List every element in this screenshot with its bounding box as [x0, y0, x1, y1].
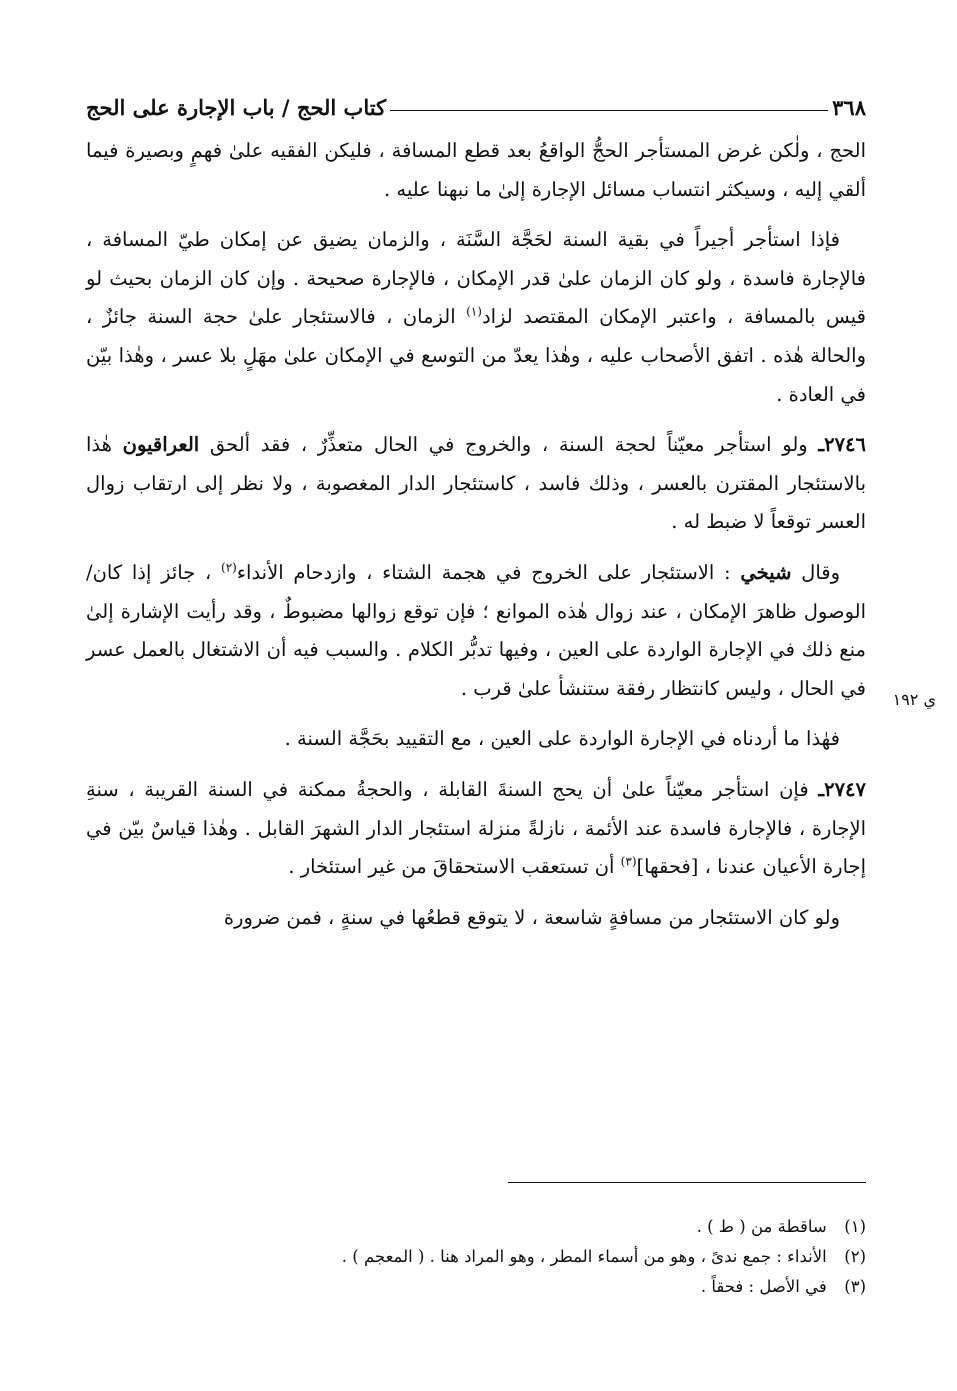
issue-number: ٢٧٤٧ـ	[818, 777, 866, 801]
footnote-text: في الأصل : فحقاً .	[700, 1277, 827, 1296]
paragraph-text: الحج ، ولٰكن غرض المستأجر الحجُّ الواقعُ بعد قطع المسافة ، فليكن الفقيه علىٰ فهمٍ وبصيرة فيما ألقي إليه ، وسيكثر انتساب مسائل الإجارة إلىٰ ما نبهنا عليه .	[86, 139, 866, 201]
issue-number: ٢٧٤٦ـ	[818, 433, 866, 457]
paragraph-text: فإن استأجر معيّناً علىٰ أن يحج السنةَ القابلة ، والحجةُ ممكنة في السنة القريبة ، سنةِ الإجارة ، فالإجارة فاسدة عند الأئمة ، نازلةً منزلة استئجار الدار الشهرَ القابل . وهٰذا قياسٌ بيّن في إجارة الأعيان عندنا ، [فحقها]	[86, 777, 866, 879]
footnote-number: (٣)	[844, 1277, 866, 1296]
paragraph	[86, 554, 866, 708]
paragraph	[86, 899, 866, 938]
paragraph	[86, 132, 866, 209]
footnote-ref[interactable]: (٢)	[221, 560, 237, 575]
margin-note: ي ١٩٢	[892, 690, 936, 709]
paragraph-text: فهٰذا ما أردناه في الإجارة الواردة على العين ، مع التقييد بحَجَّة السنة .	[284, 727, 840, 751]
footnote	[86, 1242, 866, 1272]
bold-term: العراقيون	[122, 433, 200, 457]
footnote-ref[interactable]: (١)	[466, 304, 482, 319]
footnote-text: الأنداء : جمع ندىً ، وهو من أسماء المطر ، وهو المراد هنا . ( المعجم ) .	[341, 1247, 827, 1266]
footnotes	[86, 1212, 866, 1302]
body-text	[86, 132, 866, 949]
paragraph-text: هٰذا بالاستئجار المقترن بالعسر ، وذلك فاسد ، كاستئجار الدار المغصوبة ، ولا نظر إلى ارتقاب زوال العسر توقعاً لا ضبط له .	[86, 433, 866, 534]
footnote	[86, 1272, 866, 1302]
footnote-number: (١)	[844, 1217, 866, 1236]
footnote-separator	[508, 1182, 866, 1183]
paragraph-text: ولو كان الاستئجار من مسافةٍ شاسعة ، لا يتوقع قطعُها في سنةٍ ، فمن ضرورة	[223, 905, 840, 929]
paragraph-text: وقال	[791, 560, 841, 584]
footnote-text: ساقطة من ( ط ) .	[696, 1217, 827, 1236]
paragraph	[86, 771, 866, 887]
paragraph-text: ، جائز إذا كان/ الوصول ظاهرَ الإمكان ، عند زوال هٰذه الموانع ؛ فإن توقع زوالها مضبوطٌ ، وقد رأيت الإشارة إلىٰ منع ذلك في الإجارة الواردة على العين ، وفيها تدبُّر الكلام . والسبب فيه أن الاشتغال بالعمل عسر في الحال ، وليس كانتظار رفقة ستنشأ علىٰ قرب .	[86, 560, 866, 700]
paragraph	[86, 221, 866, 414]
running-header	[86, 86, 866, 120]
paragraph-text: الزمان ، فالاستئجار علىٰ حجة السنة جائزٌ ، والحالة هٰذه . اتفق الأصحاب عليه ، وهٰذا يعدّ من التوسع في الإمكان علىٰ مهَلٍ بلا عسر ، وهٰذا بيّن في العادة .	[86, 305, 866, 406]
page-number: ٣٦٨	[832, 95, 866, 120]
paragraph	[86, 720, 866, 759]
paragraph-text: ولو استأجر معيّناً لحجة السنة ، والخروج في الحال متعذِّرٌ ، فقد ألحق	[199, 433, 819, 457]
footnote-number: (٢)	[844, 1247, 866, 1266]
footnote	[86, 1212, 866, 1242]
paragraph-text: فإذا استأجر أجيراً في بقية السنة لحَجَّة السَّنَة ، والزمان يضيق عن إمكان طيّ المسافة ، فالإجارة فاسدة ، ولو كان الزمان علىٰ قدر الإمكان ، فالإجارة صحيحة . وإن كان الزمان بحيث لو قيس بالمسافة ، واعتبر الإمكان المقتصد لزاد	[86, 228, 866, 329]
bold-term: شيخي	[740, 560, 792, 584]
header-title: كتاب الحج / باب الإجارة على الحج	[86, 95, 387, 120]
paragraph-text: : الاستئجار على الخروج في هجمة الشتاء ، وازدحام الأنداء	[236, 560, 741, 584]
header-rule	[390, 110, 828, 111]
paragraph	[86, 426, 866, 542]
paragraph-text: أن تستعقب الاستحقاقَ من غير استئخار .	[288, 855, 621, 879]
footnote-ref[interactable]: (٣)	[620, 854, 637, 869]
